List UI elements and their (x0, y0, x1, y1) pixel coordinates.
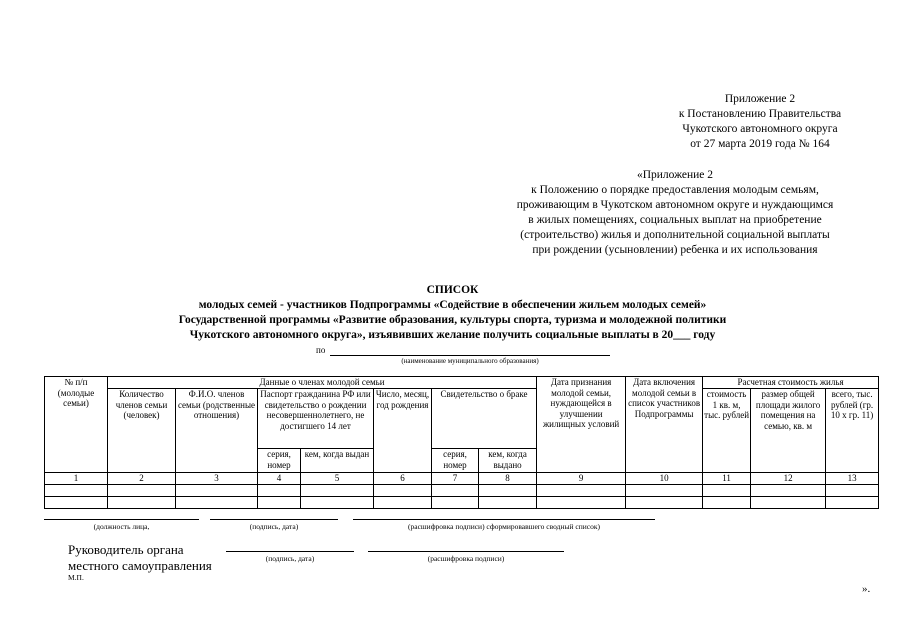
group-cost-header: Расчетная стоимость жилья (703, 377, 879, 389)
column-number: 11 (703, 473, 751, 485)
column-number: 7 (432, 473, 479, 485)
title-line: молодых семей - участников Подпрограммы «Содействие в обеспечении жильем молодых семей» (198, 299, 707, 311)
column-number: 1 (45, 473, 108, 485)
col-marriage-header: Свидетельство о браке (432, 389, 537, 449)
appendix-header (640, 92, 880, 152)
families-table (44, 376, 879, 509)
table-row (45, 485, 879, 497)
decipher-compiler-label: (расшифровка подписи) сформировавшего сводный список) (408, 522, 600, 531)
regulation-line: (строительство) жилья и дополнительной социальной выплаты (520, 229, 830, 241)
municipality-line (330, 355, 610, 356)
head-decipher-line (368, 551, 564, 552)
col-cost-m-header: стоимость 1 кв. м, тыс. рублей (703, 389, 751, 473)
column-numbers-row (45, 473, 879, 485)
closing-quote: ». (862, 583, 871, 595)
appendix-line: Чукотского автономного округа (682, 123, 838, 135)
sub-series-header: серия, номер (258, 449, 301, 473)
regulation-line: при рождении (усыновлении) ребенка и их использования (532, 244, 818, 256)
head-decipher-label: (расшифровка подписи) (427, 554, 505, 563)
appendix-line: к Постановлению Правительства (678, 108, 842, 120)
table-row (45, 497, 879, 509)
group-family-header: Данные о членах молодой семьи (108, 377, 537, 389)
column-number: 10 (626, 473, 703, 485)
sub-issued2-header: кем, когда выдано (479, 449, 537, 473)
head-title-line: Руководитель органа (68, 542, 184, 557)
col-total-header: всего, тыс. рублей (гр. 10 х гр. 11) (826, 389, 879, 473)
appendix-line: от 27 марта 2019 года № 164 (690, 138, 830, 150)
signature-date-label: (подпись, дата) (249, 522, 299, 531)
regulation-line: проживающим в Чукотском автономном округе и нуждающимся (516, 199, 834, 211)
sub-issued-header: кем, когда выдан (301, 449, 374, 473)
column-number: 5 (301, 473, 374, 485)
col-fio-header: Ф.И.О. членов семьи (родственные отношения) (176, 389, 258, 473)
col-passport-header: Паспорт гражданина РФ или свидетельство о рождении несовершеннолетнего, не достигшего 14 лет (258, 389, 374, 449)
regulation-line: в жилых помещениях, социальных выплат на приобретение (528, 214, 822, 226)
col-date-need-header: Дата признания молодой семьи, нуждающейся в улучшении жилищных условий (537, 377, 626, 473)
regulation-line: к Положению о порядке предоставления молодым семьям, (531, 184, 819, 196)
decipher-line (353, 519, 655, 520)
column-number: 3 (176, 473, 258, 485)
column-number: 2 (108, 473, 176, 485)
col-num-header: № п/п (молодые семьи) (45, 377, 108, 473)
regulation-line: «Приложение 2 (636, 169, 714, 181)
position-line (44, 519, 199, 520)
sub-series2-header: серия, номер (432, 449, 479, 473)
appendix-line: Приложение 2 (724, 93, 796, 105)
column-number: 4 (258, 473, 301, 485)
municipality-hint: (наименование муниципального образования) (401, 357, 539, 365)
regulation-header (470, 168, 880, 258)
title-heading: СПИСОК (426, 284, 479, 296)
col-area-header: размер общей площади жилого помещения на семью, кв. м (751, 389, 826, 473)
col-birth-header: Число, месяц, год рождения (374, 389, 432, 473)
head-title (68, 542, 212, 574)
title-line: Государственной программы «Развитие образования, культуры спорта, туризма и молодежной политики (178, 314, 727, 326)
column-number: 6 (374, 473, 432, 485)
signature-line (210, 519, 338, 520)
position-label: (должность лица, (93, 522, 150, 531)
title-line: Чукотского автономного округа», изъявивших желание получить социальные выплаты в 20___ году (189, 329, 716, 341)
po-label: по (316, 345, 326, 355)
head-signature-date-label: (подпись, дата) (265, 554, 315, 563)
column-number: 9 (537, 473, 626, 485)
col-count-header: Количество членов семьи (человек) (108, 389, 176, 473)
column-number: 13 (826, 473, 879, 485)
head-title-line: местного самоуправления (68, 558, 212, 573)
column-number: 12 (751, 473, 826, 485)
stamp-label: М.П. (68, 573, 84, 582)
column-number: 8 (479, 473, 537, 485)
head-signature-line (226, 551, 354, 552)
document-title (0, 283, 905, 343)
col-date-incl-header: Дата включения молодой семьи в список участников Подпрограммы (626, 377, 703, 473)
